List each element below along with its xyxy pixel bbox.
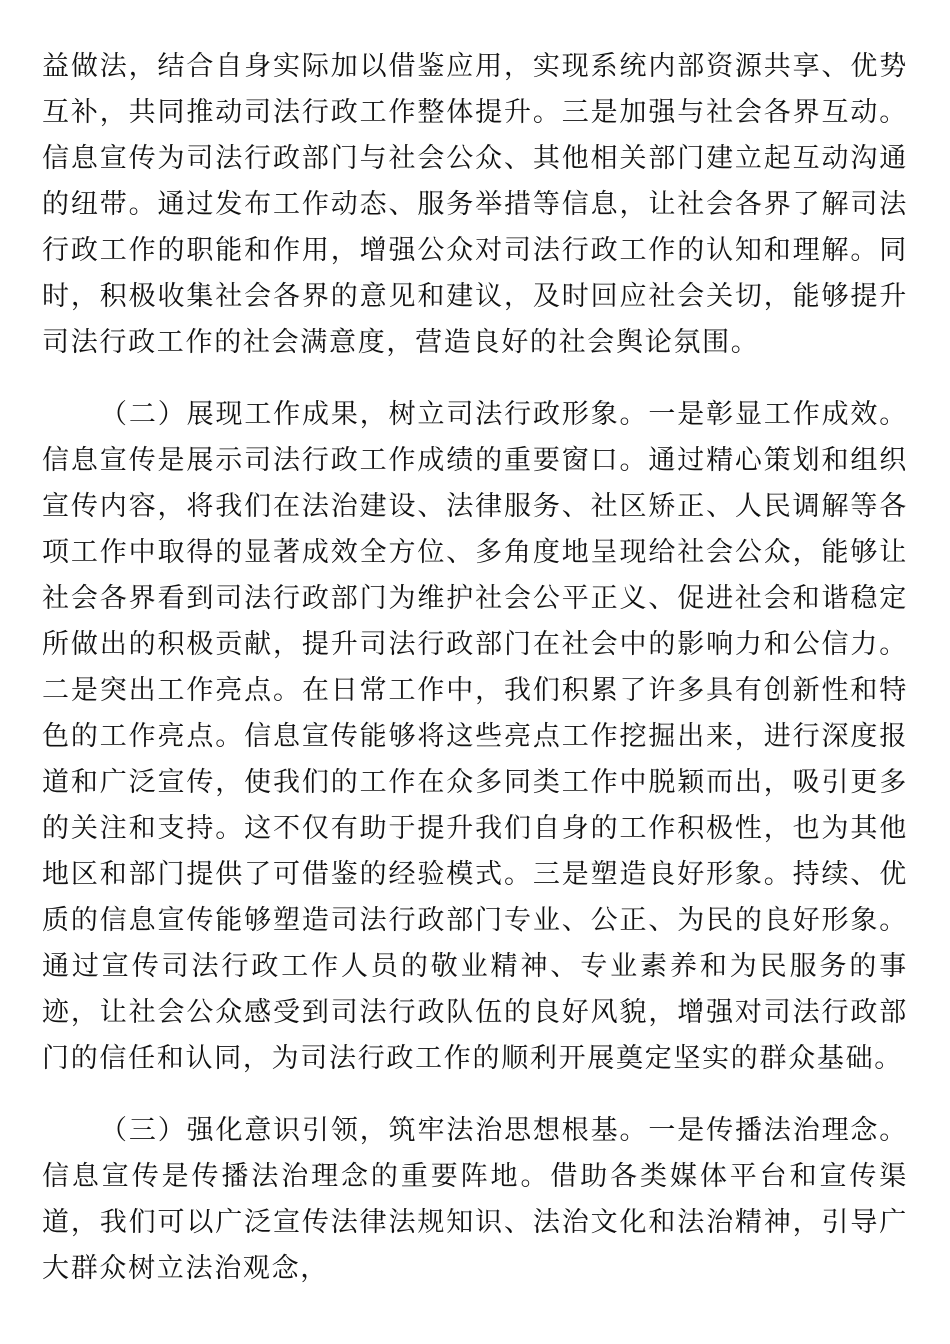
- paragraph-section-2: （二）展现工作成果，树立司法行政形象。一是彰显工作成效。信息宣传是展示司法行政工作成绩的重要窗口。通过精心策划和组织宣传内容，将我们在法治建设、法律服务、社区矫正、人民调解等各项工作中取得的显著成效全方位、多角度地呈现给社会公众，能够让社会各界看到司法行政部门为维护社会公平正义、促进社会和谐稳定所做出的积极贡献，提升司法行政部门在社会中的影响力和公信力。二是突出工作亮点。在日常工作中，我们积累了许多具有创新性和特色的工作亮点。信息宣传能够将这些亮点工作挖掘出来，进行深度报道和广泛宣传，使我们的工作在众多同类工作中脱颖而出，吸引更多的关注和支持。这不仅有助于提升我们自身的工作积极性，也为其他地区和部门提供了可借鉴的经验模式。三是塑造良好形象。持续、优质的信息宣传能够塑造司法行政部门专业、公正、为民的良好形象。通过宣传司法行政工作人员的敬业精神、专业素养和为民服务的事迹，让社会公众感受到司法行政队伍的良好风貌，增强对司法行政部门的信任和认同，为司法行政工作的顺利开展奠定坚实的群众基础。: [42, 399, 908, 1074]
- paragraph-continuation: 益做法，结合自身实际加以借鉴应用，实现系统内部资源共享、优势互补，共同推动司法行政工作整体提升。三是加强与社会各界互动。信息宣传为司法行政部门与社会公众、其他相关部门建立起互动沟通的纽带。通过发布工作动态、服务举措等信息，让社会各界了解司法行政工作的职能和作用，增强公众对司法行政工作的认知和理解。同时，积极收集社会各界的意见和建议，及时回应社会关切，能够提升司法行政工作的社会满意度，营造良好的社会舆论氛围。: [42, 51, 908, 358]
- document-page: [42, 44, 908, 1292]
- paragraph-section-3: （三）强化意识引领，筑牢法治思想根基。一是传播法治理念。信息宣传是传播法治理念的重要阵地。借助各类媒体平台和宣传渠道，我们可以广泛宣传法律法规知识、法治文化和法治精神，引导广大群众树立法治观念，: [42, 1115, 908, 1284]
